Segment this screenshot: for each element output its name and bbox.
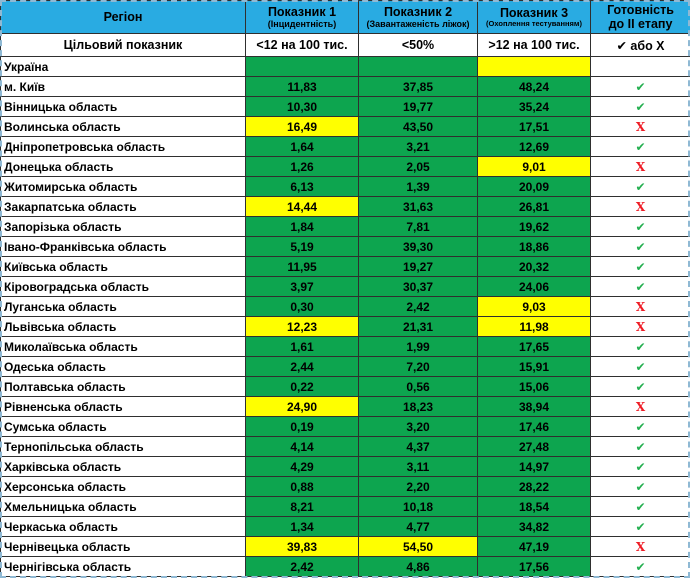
region-cell: Дніпропетровська область (1, 137, 246, 157)
readiness-check-icon: ✔ (591, 377, 690, 397)
readiness-check-icon: ✔ (591, 97, 690, 117)
table-header-row (1, 1, 690, 34)
indicator3-cell: 20,32 (478, 257, 591, 277)
indicator1-cell: 11,83 (246, 77, 359, 97)
region-cell: Львівська область (1, 317, 246, 337)
indicator3-cell: 18,54 (478, 497, 591, 517)
indicator2-cell: 19,27 (359, 257, 478, 277)
column-header-indicator2 (359, 1, 478, 34)
region-cell: Одеська область (1, 357, 246, 377)
indicator2-cell: 2,42 (359, 297, 478, 317)
indicator2-cell: 2,05 (359, 157, 478, 177)
table-body (1, 57, 690, 577)
indicator1-cell: 4,29 (246, 457, 359, 477)
target-indicator3: >12 на 100 тис. (478, 34, 591, 57)
indicator2-cell: 0,56 (359, 377, 478, 397)
readiness-cross-icon: Х (591, 197, 690, 217)
indicator1-cell: 1,26 (246, 157, 359, 177)
table-row (1, 177, 690, 197)
table-row (1, 257, 690, 277)
table-row (1, 357, 690, 377)
indicator2-cell (359, 57, 478, 77)
indicator1-cell: 16,49 (246, 117, 359, 137)
indicator3-cell: 11,98 (478, 317, 591, 337)
target-indicator-row (1, 34, 690, 57)
readiness-cross-icon: Х (591, 317, 690, 337)
indicator2-cell: 37,85 (359, 77, 478, 97)
indicator1-cell: 2,42 (246, 557, 359, 577)
indicator2-cell: 31,63 (359, 197, 478, 217)
indicator3-cell (478, 57, 591, 77)
indicator3-cell: 15,06 (478, 377, 591, 397)
indicator2-cell: 21,31 (359, 317, 478, 337)
region-cell: м. Київ (1, 77, 246, 97)
region-cell: Хмельницька область (1, 497, 246, 517)
region-cell: Івано-Франківська область (1, 237, 246, 257)
indicator3-title: Показник 3 (499, 5, 569, 20)
readiness-check-icon: ✔ (591, 357, 690, 377)
table-row (1, 237, 690, 257)
target-indicator2: <50% (359, 34, 478, 57)
indicator2-cell: 2,20 (359, 477, 478, 497)
readiness-check-icon: ✔ (591, 417, 690, 437)
readiness-check-icon: ✔ (591, 137, 690, 157)
readiness-cross-icon: Х (591, 537, 690, 557)
readiness-check-icon: ✔ (591, 517, 690, 537)
region-cell: Черкаська область (1, 517, 246, 537)
readiness-check-icon: ✔ (591, 177, 690, 197)
indicator1-cell: 6,13 (246, 177, 359, 197)
readiness-check-icon: ✔ (591, 77, 690, 97)
indicator1-cell: 10,30 (246, 97, 359, 117)
table-row (1, 217, 690, 237)
indicator1-cell: 1,61 (246, 337, 359, 357)
indicator1-cell: 1,34 (246, 517, 359, 537)
indicator2-subtitle: (Завантаженість ліжок) (366, 19, 470, 30)
indicator1-cell: 8,21 (246, 497, 359, 517)
table-row (1, 297, 690, 317)
indicator3-cell: 15,91 (478, 357, 591, 377)
indicator1-cell: 2,44 (246, 357, 359, 377)
table-row (1, 557, 690, 577)
indicator3-cell: 17,51 (478, 117, 591, 137)
table-row (1, 117, 690, 137)
indicator3-cell: 27,48 (478, 437, 591, 457)
region-cell: Чернігівська область (1, 557, 246, 577)
region-cell: Харківська область (1, 457, 246, 477)
region-cell: Тернопільська область (1, 437, 246, 457)
column-header-region-label: Регіон (103, 9, 143, 24)
table-row (1, 497, 690, 517)
table-row (1, 517, 690, 537)
indicator3-cell: 20,09 (478, 177, 591, 197)
indicator1-cell: 4,14 (246, 437, 359, 457)
region-cell: Кіровоградська область (1, 277, 246, 297)
target-indicator1: <12 на 100 тис. (246, 34, 359, 57)
indicator3-cell: 35,24 (478, 97, 591, 117)
table-row (1, 197, 690, 217)
indicator2-cell: 30,37 (359, 277, 478, 297)
readiness-title-line2: до II етапу (608, 17, 673, 31)
region-cell: Запорізька область (1, 217, 246, 237)
indicator2-cell: 4,77 (359, 517, 478, 537)
table-row (1, 137, 690, 157)
indicator2-cell: 1,39 (359, 177, 478, 197)
region-cell: Україна (1, 57, 246, 77)
indicator1-cell: 24,90 (246, 397, 359, 417)
region-cell: Чернівецька область (1, 537, 246, 557)
indicator1-cell (246, 57, 359, 77)
table-row (1, 157, 690, 177)
indicator3-cell: 17,46 (478, 417, 591, 437)
region-cell: Миколаївська область (1, 337, 246, 357)
table-row (1, 77, 690, 97)
indicator2-cell: 43,50 (359, 117, 478, 137)
column-header-readiness (591, 1, 690, 34)
column-header-indicator3 (478, 1, 591, 34)
table-row (1, 277, 690, 297)
indicator1-cell: 14,44 (246, 197, 359, 217)
indicator1-cell: 1,84 (246, 217, 359, 237)
indicator3-cell: 34,82 (478, 517, 591, 537)
readiness-cross-icon: Х (591, 157, 690, 177)
readiness-check-icon: ✔ (591, 557, 690, 577)
region-cell: Волинська область (1, 117, 246, 137)
region-cell: Полтавська область (1, 377, 246, 397)
indicator3-cell: 17,65 (478, 337, 591, 357)
indicator3-cell: 19,62 (478, 217, 591, 237)
table-row (1, 317, 690, 337)
indicator3-cell: 12,69 (478, 137, 591, 157)
table-row (1, 97, 690, 117)
indicator3-cell: 28,22 (478, 477, 591, 497)
indicator3-cell: 24,06 (478, 277, 591, 297)
readiness-cross-icon: Х (591, 297, 690, 317)
table-row (1, 477, 690, 497)
readiness-check-icon: ✔ (591, 337, 690, 357)
indicator2-cell: 3,11 (359, 457, 478, 477)
indicator1-cell: 0,22 (246, 377, 359, 397)
table-row (1, 417, 690, 437)
region-cell: Закарпатська область (1, 197, 246, 217)
indicator2-cell: 54,50 (359, 537, 478, 557)
indicator1-cell: 5,19 (246, 237, 359, 257)
indicator2-cell: 3,21 (359, 137, 478, 157)
region-cell: Херсонська область (1, 477, 246, 497)
indicator1-subtitle: (Інцидентність) (267, 19, 337, 30)
indicator1-cell: 11,95 (246, 257, 359, 277)
readiness-check-icon: ✔ (591, 457, 690, 477)
indicator2-cell: 19,77 (359, 97, 478, 117)
indicator3-subtitle: (Охоплення тестуванням) (486, 18, 582, 28)
indicator2-cell: 39,30 (359, 237, 478, 257)
indicator1-cell: 1,64 (246, 137, 359, 157)
readiness-check-icon: ✔ (591, 497, 690, 517)
indicator3-cell: 9,01 (478, 157, 591, 177)
region-cell: Рівненська область (1, 397, 246, 417)
table-row (1, 377, 690, 397)
indicator1-cell: 39,83 (246, 537, 359, 557)
table-row (1, 337, 690, 357)
target-readiness: ✔ або Х (591, 34, 690, 57)
indicator3-cell: 48,24 (478, 77, 591, 97)
readiness-check-icon: ✔ (591, 257, 690, 277)
region-cell: Донецька область (1, 157, 246, 177)
region-cell: Київська область (1, 257, 246, 277)
readiness-check-icon: ✔ (591, 217, 690, 237)
indicator2-cell: 7,20 (359, 357, 478, 377)
readiness-check-icon: ✔ (591, 277, 690, 297)
indicator1-cell: 0,88 (246, 477, 359, 497)
readiness-cell (591, 57, 690, 77)
column-header-region (1, 1, 246, 34)
indicator1-cell: 0,19 (246, 417, 359, 437)
indicator2-title: Показник 2 (383, 4, 453, 19)
table-row (1, 537, 690, 557)
indicator1-title: Показник 1 (267, 4, 337, 19)
table-row (1, 397, 690, 417)
region-cell: Житомирська область (1, 177, 246, 197)
table-row (1, 437, 690, 457)
indicator3-cell: 17,56 (478, 557, 591, 577)
indicator2-cell: 7,81 (359, 217, 478, 237)
indicator1-cell: 12,23 (246, 317, 359, 337)
indicator3-cell: 18,86 (478, 237, 591, 257)
table-row (1, 457, 690, 477)
indicator2-cell: 4,86 (359, 557, 478, 577)
indicator3-cell: 14,97 (478, 457, 591, 477)
readiness-cross-icon: Х (591, 397, 690, 417)
indicator2-cell: 10,18 (359, 497, 478, 517)
indicator2-cell: 3,20 (359, 417, 478, 437)
indicator2-cell: 4,37 (359, 437, 478, 457)
readiness-check-icon: ✔ (591, 477, 690, 497)
indicator3-cell: 26,81 (478, 197, 591, 217)
readiness-check-icon: ✔ (591, 237, 690, 257)
indicator3-cell: 9,03 (478, 297, 591, 317)
indicator3-cell: 47,19 (478, 537, 591, 557)
region-cell: Луганська область (1, 297, 246, 317)
readiness-check-icon: ✔ (591, 437, 690, 457)
target-row-label: Цільовий показник (1, 34, 246, 57)
column-header-indicator1 (246, 1, 359, 34)
indicator1-cell: 0,30 (246, 297, 359, 317)
indicator3-cell: 38,94 (478, 397, 591, 417)
readiness-cross-icon: Х (591, 117, 690, 137)
table-row (1, 57, 690, 77)
readiness-title: Готовність (607, 2, 674, 17)
indicator2-cell: 18,23 (359, 397, 478, 417)
region-cell: Сумська область (1, 417, 246, 437)
indicator1-cell: 3,97 (246, 277, 359, 297)
region-cell: Вінницька область (1, 97, 246, 117)
indicator2-cell: 1,99 (359, 337, 478, 357)
